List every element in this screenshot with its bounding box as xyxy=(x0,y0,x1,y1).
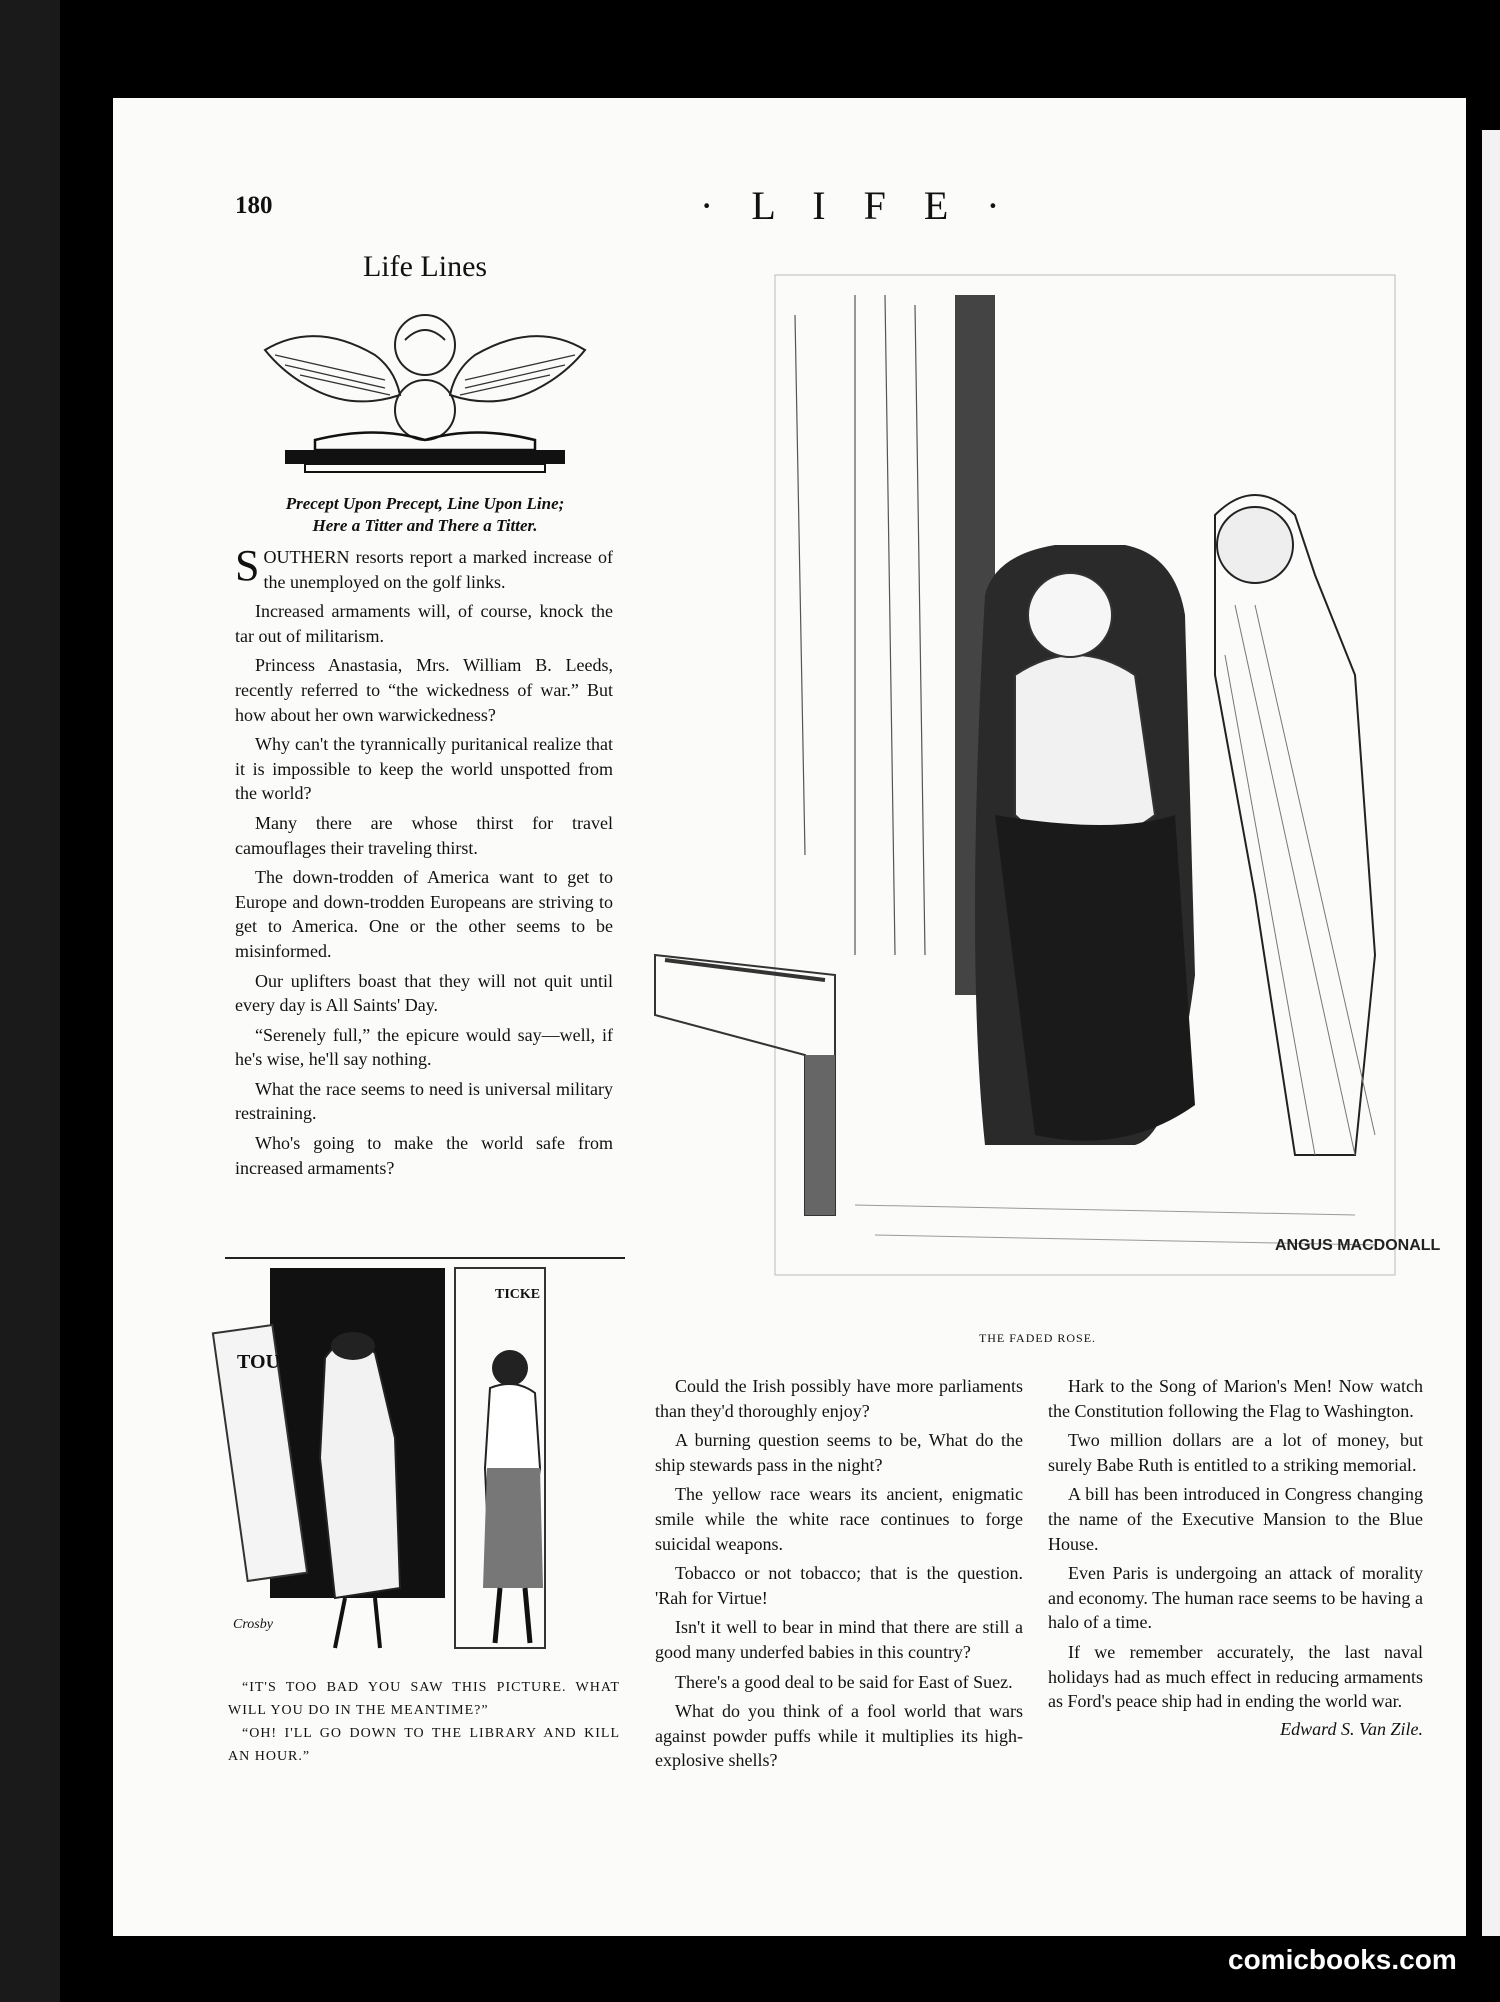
angel-with-book-illustration xyxy=(255,300,595,480)
column-title: Life Lines xyxy=(362,250,488,283)
left-column xyxy=(235,541,613,1185)
cartoon-caption xyxy=(228,1676,620,1768)
cartoon-signature: Crosby xyxy=(233,1617,273,1632)
column-motto xyxy=(235,493,615,537)
paragraph: Many there are whose thirst for travel camouflages their traveling thirst. xyxy=(235,812,613,858)
sign-text: TOUR xyxy=(237,1351,295,1373)
paragraph: A burning question seems to be, What do the ship stewards pass in the night? xyxy=(655,1430,1023,1475)
faded-rose-illustration xyxy=(655,255,1441,1310)
watermark: comicbooks.com xyxy=(1228,1944,1457,1975)
paragraph: SOUTHERN resorts report a marked increase of the unemployed on the golf links. xyxy=(235,541,613,592)
paragraph: Our uplifters boast that they will not quit until every day is All Saints' Day. xyxy=(235,970,613,1016)
paragraph: If we remember accurately, the last naval holidays had as much effect in reducing armaments as Ford's peace ship had in ending the world war. xyxy=(1048,1641,1423,1712)
right-column xyxy=(1048,1374,1423,1740)
paragraph: Two million dollars are a lot of money, but surely Babe Ruth is entitled to a striking memorial. xyxy=(1048,1430,1423,1475)
paragraph: What do you think of a fool world that wars against powder puffs while it multiplies its high-explosive shells? xyxy=(655,1701,1023,1771)
paragraph: Increased armaments will, of course, knock the tar out of militarism. xyxy=(235,601,613,646)
next-page-edge xyxy=(1482,130,1500,1936)
motto-line-2: Here a Titter and There a Titter. xyxy=(312,516,538,535)
paragraph: A bill has been introduced in Congress changing the name of the Executive Mansion to the Blue House. xyxy=(1048,1484,1423,1554)
scan-background xyxy=(0,0,60,2002)
paragraph: Tobacco or not tobacco; that is the question. 'Rah for Virtue! xyxy=(655,1563,1023,1608)
masthead: · L I F E · xyxy=(700,183,1014,228)
illustration-caption: THE FADED ROSE. xyxy=(978,1331,1097,1345)
motto-line-1: Precept Upon Precept, Line Upon Line; xyxy=(285,494,565,513)
ticket-text: TICKE xyxy=(495,1287,541,1302)
byline: Edward S. Van Zile. xyxy=(1280,1718,1423,1739)
paragraph: There's a good deal to be said for East of Suez. xyxy=(675,1671,1013,1692)
drop-cap: S xyxy=(235,541,260,590)
paragraph: The down-trodden of America want to get to Europe and down-trodden Europeans are striving to get to America. One or the other seems to be misinformed. xyxy=(235,867,613,961)
middle-column xyxy=(655,1374,1023,1778)
paragraph: Who's going to make the world safe from increased armaments? xyxy=(235,1133,613,1178)
caption-line-1: “IT'S TOO BAD YOU SAW THIS PICTURE. WHAT WILL YOU DO IN THE MEANTIME?” xyxy=(228,1680,620,1718)
paragraph: “Serenely full,” the epicure would say—well, if he's wise, he'll say nothing. xyxy=(235,1024,613,1070)
paragraph: Isn't it well to bear in mind that there are still a good many underfed babies in this country? xyxy=(655,1617,1023,1662)
gutter-shadow xyxy=(1466,98,1482,1936)
paragraph: Why can't the tyrannically puritanical realize that it is impossible to keep the world unspotted from the world? xyxy=(235,734,613,804)
page-number: 180 xyxy=(235,192,273,219)
paragraph: Princess Anastasia, Mrs. William B. Leeds, recently referred to “the wickedness of war.” But how about her own warwickedness? xyxy=(235,655,613,725)
paragraph: Could the Irish possibly have more parliaments than they'd thoroughly enjoy? xyxy=(655,1376,1023,1421)
paragraph: What the race seems to need is universal military restraining. xyxy=(235,1078,613,1124)
paragraph: Hark to the Song of Marion's Men! Now watch the Constitution following the Flag to Washington. xyxy=(1048,1376,1423,1421)
paragraph: Even Paris is undergoing an attack of morality and economy. The human race seems to be having a halo of a time. xyxy=(1048,1563,1423,1633)
cartoon-illustration xyxy=(225,1258,625,1658)
caption-line-2: “OH! I'LL GO DOWN TO THE LIBRARY AND KILL AN HOUR.” xyxy=(228,1726,620,1764)
paragraph: The yellow race wears its ancient, enigmatic smile while the white race continues to forge suicidal weapons. xyxy=(655,1484,1023,1554)
illustration-signature: ANGUS MACDONALL xyxy=(1275,1237,1441,1254)
